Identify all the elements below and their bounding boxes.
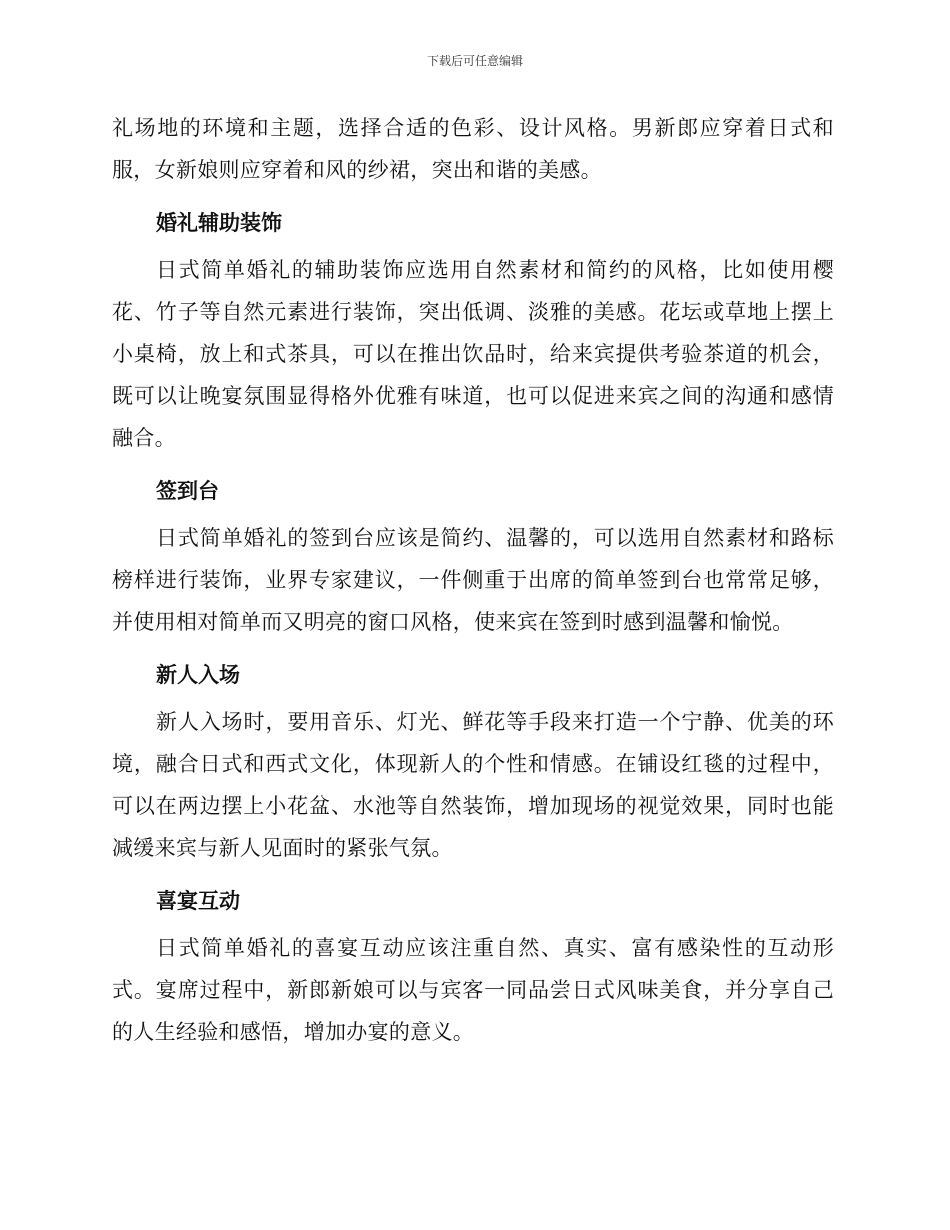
- heading-entrance: 新人入场: [156, 663, 240, 687]
- heading-banquet-interaction: 喜宴互动: [156, 889, 240, 913]
- paragraph-banquet-interaction: 日式简单婚礼的喜宴互动应该注重自然、真实、富有感染性的互动形式。宴席过程中，新郎新娘可以与宾客一同品尝日式风味美食，并分享自己的人生经验和感悟，增加办宴的意义。: [112, 936, 834, 1044]
- paragraph-continuation: 礼场地的环境和主题，选择合适的色彩、设计风格。男新郎应穿着日式和服，女新娘则应穿着和风的纱裙，突出和谐的美感。: [112, 116, 834, 182]
- heading-decoration: 婚礼辅助装饰: [156, 211, 282, 235]
- paragraph-signin-desk: 日式简单婚礼的签到台应该是简约、温馨的，可以选用自然素材和路标榜样进行装饰，业界专家建议，一件侧重于出席的简单签到台也常常足够，并使用相对简单而又明亮的窗口风格，使来宾在签到时感到温馨和愉悦。: [112, 526, 834, 634]
- heading-signin-desk: 签到台: [156, 479, 219, 503]
- page-header: 下载后可任意编辑: [426, 54, 523, 68]
- document-body: [112, 107, 834, 1053]
- paragraph-entrance: 新人入场时，要用音乐、灯光、鲜花等手段来打造一个宁静、优美的环境，融合日式和西式文化，体现新人的个性和情感。在铺设红毯的过程中，可以在两边摆上小花盆、水池等自然装饰，增加现场的视觉效果，同时也能减缓来宾与新人见面时的紧张气氛。: [112, 710, 834, 860]
- paragraph-decoration: 日式简单婚礼的辅助装饰应选用自然素材和简约的风格，比如使用樱花、竹子等自然元素进行装饰，突出低调、淡雅的美感。花坛或草地上摆上小桌椅，放上和式茶具，可以在推出饮品时，给来宾提供考验茶道的机会，既可以让晚宴氛围显得格外优雅有味道，也可以促进来宾之间的沟通和感情融合。: [112, 258, 834, 450]
